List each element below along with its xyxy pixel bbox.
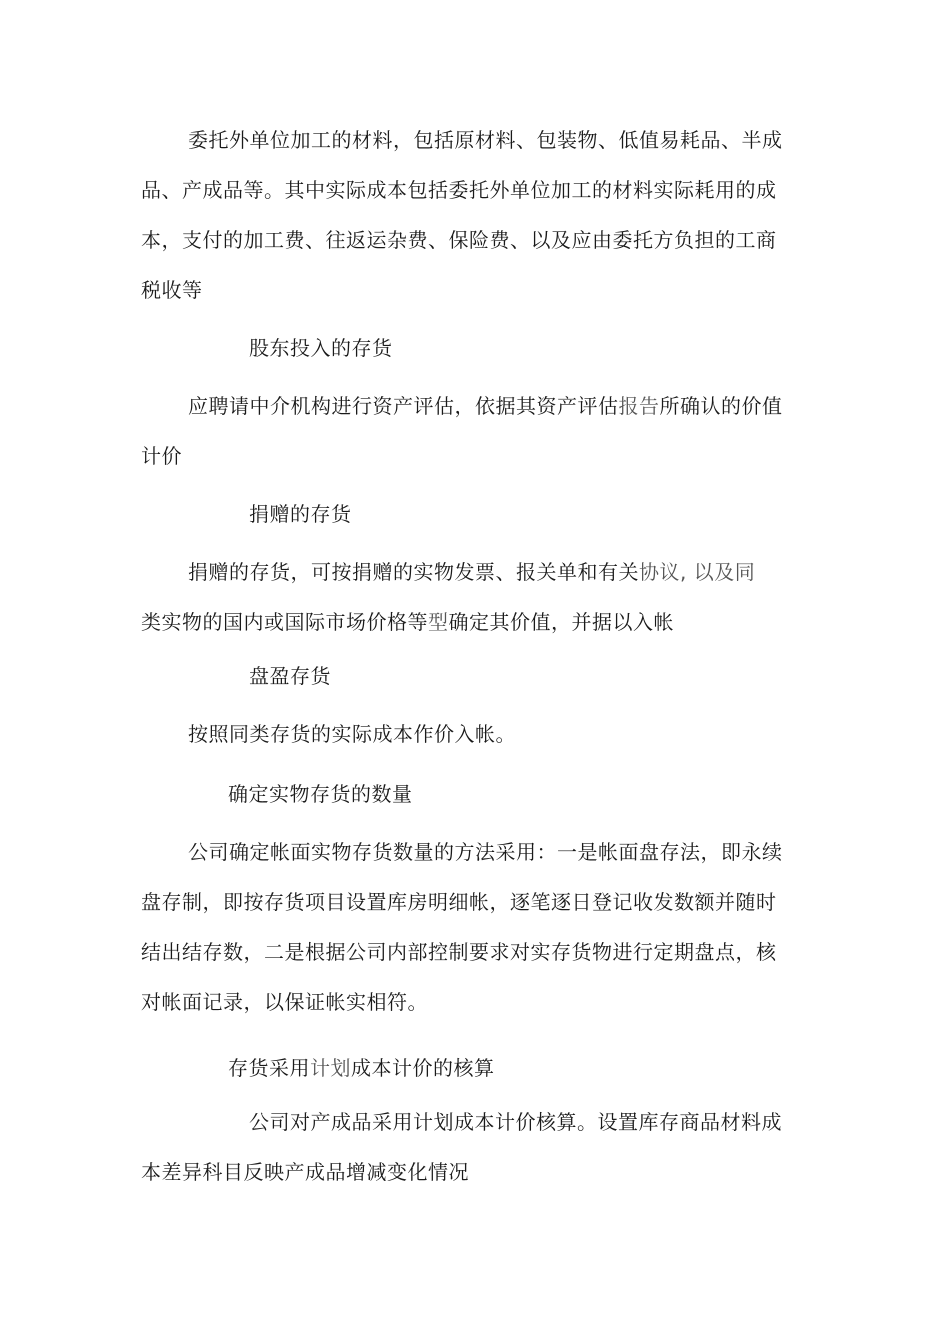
paragraph-line (141, 608, 674, 636)
paragraph-line: 公司对产成品采用计划成本计价核算。设置库存商品材料成 (249, 1110, 782, 1134)
section-heading (228, 1054, 495, 1082)
paragraph-line: 计价 (141, 444, 182, 468)
text-span: 存货采用 (228, 1056, 310, 1080)
paragraph-line: 盘存制，即按存货项目设置库房明细帐，逐笔逐日登记收发数额并随时 (141, 890, 777, 914)
link-text: 协议 (639, 560, 680, 584)
paragraph-line: 委托外单位加工的材料，包括原材料、包装物、低值易耗品、半成 (188, 128, 783, 152)
paragraph-line: 品、产成品等。其中实际成本包括委托外单位加工的材料实际耗用的成 (141, 178, 777, 202)
paragraph-line: 结出结存数，二是根据公司内部控制要求对实存货物进行定期盘点，核 (141, 940, 777, 964)
paragraph-line: 税收等 (141, 278, 203, 302)
text-span: 应聘请中介机构进行资产评估，依据其资产评估 (188, 394, 619, 418)
paragraph-line: 本，支付的加工费、往返运杂费、保险费、以及应由委托方负担的工商 (141, 228, 777, 252)
text-span: 确定其价值，并据以入帐 (448, 610, 674, 634)
text-span: 捐赠的存货，可按捐赠的实物发票、报关单和有关 (188, 560, 639, 584)
paragraph-line (188, 392, 783, 420)
paragraph-line: 按照同类存货的实际成本作价入帐。 (188, 722, 516, 746)
link-text: 报告 (618, 394, 660, 418)
paragraph-line: 本差异科目反映产成品增减变化情况 (141, 1160, 469, 1184)
section-heading: 盘盈存货 (249, 664, 331, 688)
text-span: 所确认的价值 (659, 394, 783, 418)
text-span: , 以及同 (680, 560, 756, 584)
text-span: 成本计价的核算 (351, 1056, 495, 1080)
paragraph-line: 公司确定帐面实物存货数量的方法采用：一是帐面盘存法，即永续 (188, 840, 783, 864)
section-heading: 确定实物存货的数量 (228, 782, 413, 806)
section-heading: 捐赠的存货 (249, 502, 352, 526)
paragraph-line: 对帐面记录，以保证帐实相符。 (141, 990, 428, 1014)
text-span: 类实物的国内或国际市场价格等 (141, 610, 428, 634)
section-heading: 股东投入的存货 (249, 336, 393, 360)
paragraph-line (188, 558, 755, 586)
link-text: 计划 (310, 1056, 351, 1080)
link-text: 型 (428, 610, 449, 634)
